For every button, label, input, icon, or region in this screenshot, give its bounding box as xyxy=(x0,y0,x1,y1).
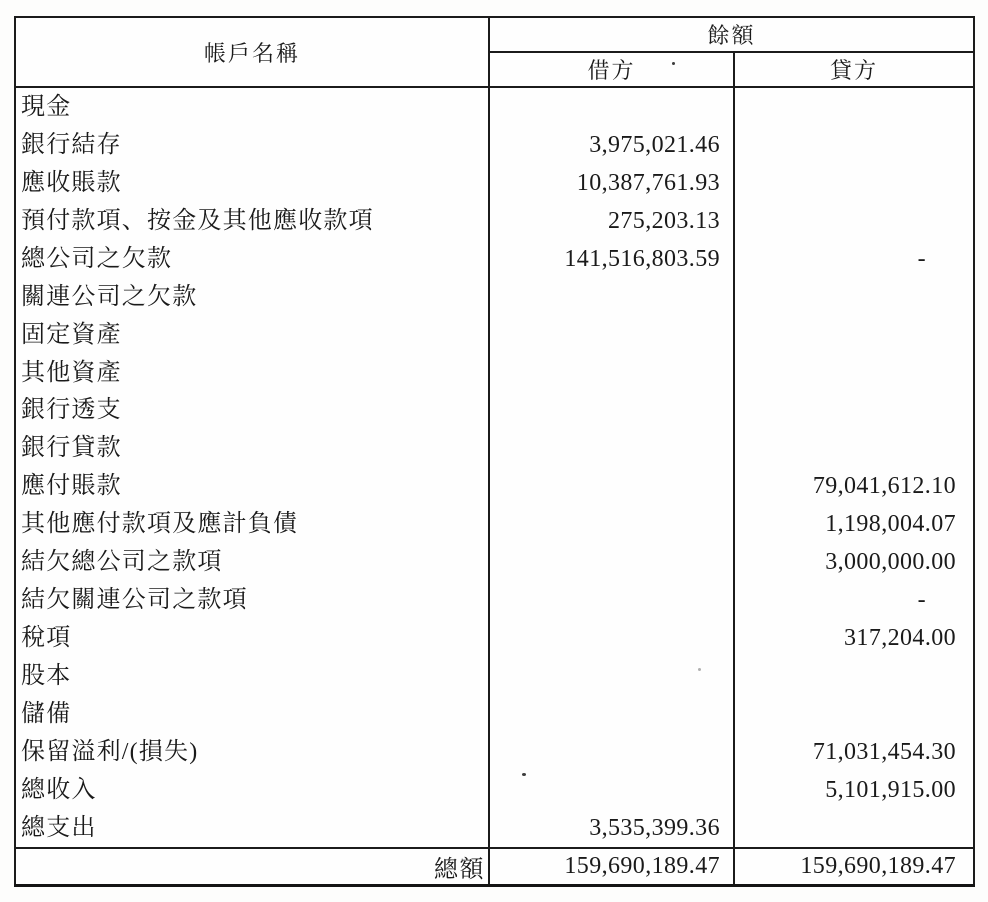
debit-cell: 275,203.13 xyxy=(489,202,734,240)
table-row xyxy=(15,429,974,467)
table-row xyxy=(15,202,974,240)
debit-cell xyxy=(489,581,734,619)
table-row xyxy=(15,278,974,316)
header-account-name: 帳戶名稱 xyxy=(15,17,489,87)
credit-cell xyxy=(734,657,974,695)
scan-speck xyxy=(698,668,701,671)
credit-cell xyxy=(734,202,974,240)
table-header xyxy=(15,17,974,87)
debit-cell xyxy=(489,771,734,809)
credit-cell: 5,101,915.00 xyxy=(734,771,974,809)
account-name-cell: 預付款項、按金及其他應收款項 xyxy=(15,202,489,240)
credit-cell: 71,031,454.30 xyxy=(734,733,974,771)
credit-cell xyxy=(734,429,974,467)
credit-cell xyxy=(734,809,974,848)
credit-cell xyxy=(734,316,974,354)
table-row xyxy=(15,240,974,278)
credit-cell: 3,000,000.00 xyxy=(734,543,974,581)
table-row xyxy=(15,733,974,771)
table-row xyxy=(15,657,974,695)
account-name-cell: 應收賬款 xyxy=(15,164,489,202)
account-name-cell: 應付賬款 xyxy=(15,467,489,505)
debit-cell xyxy=(489,354,734,392)
credit-cell xyxy=(734,392,974,430)
debit-cell xyxy=(489,467,734,505)
table-body xyxy=(15,87,974,848)
account-name-cell: 銀行透支 xyxy=(15,392,489,430)
header-balance: 餘額 xyxy=(489,17,974,52)
debit-cell xyxy=(489,657,734,695)
account-name-cell: 總收入 xyxy=(15,771,489,809)
credit-cell: 1,198,004.07 xyxy=(734,505,974,543)
header-row-top xyxy=(15,17,974,52)
debit-cell xyxy=(489,733,734,771)
account-name-cell: 結欠總公司之款項 xyxy=(15,543,489,581)
table-row xyxy=(15,392,974,430)
debit-cell xyxy=(489,619,734,657)
credit-cell xyxy=(734,87,974,126)
total-label: 總額 xyxy=(15,848,489,886)
table-row xyxy=(15,354,974,392)
debit-cell xyxy=(489,429,734,467)
scan-speck xyxy=(522,773,526,776)
account-name-cell: 儲備 xyxy=(15,695,489,733)
total-row xyxy=(15,848,974,886)
account-name-cell: 固定資產 xyxy=(15,316,489,354)
credit-cell xyxy=(734,278,974,316)
account-name-cell: 其他資產 xyxy=(15,354,489,392)
debit-cell xyxy=(489,87,734,126)
debit-cell xyxy=(489,392,734,430)
credit-cell: 79,041,612.10 xyxy=(734,467,974,505)
credit-cell xyxy=(734,695,974,733)
table-row xyxy=(15,619,974,657)
account-name-cell: 保留溢利/(損失) xyxy=(15,733,489,771)
account-name-cell: 稅項 xyxy=(15,619,489,657)
credit-cell xyxy=(734,126,974,164)
scan-speck xyxy=(672,62,675,65)
account-name-cell: 銀行結存 xyxy=(15,126,489,164)
total-debit-value: 159,690,189.47 xyxy=(489,848,734,886)
table-row xyxy=(15,771,974,809)
credit-cell xyxy=(734,164,974,202)
table-row xyxy=(15,316,974,354)
debit-cell xyxy=(489,543,734,581)
debit-cell: 141,516,803.59 xyxy=(489,240,734,278)
debit-cell: 3,535,399.36 xyxy=(489,809,734,848)
account-name-cell: 關連公司之欠款 xyxy=(15,278,489,316)
debit-cell xyxy=(489,695,734,733)
debit-cell xyxy=(489,278,734,316)
account-name-cell: 總支出 xyxy=(15,809,489,848)
credit-cell: 317,204.00 xyxy=(734,619,974,657)
table-row xyxy=(15,543,974,581)
table-row xyxy=(15,581,974,619)
account-name-cell: 現金 xyxy=(15,87,489,126)
debit-cell: 3,975,021.46 xyxy=(489,126,734,164)
table-row xyxy=(15,87,974,126)
credit-cell xyxy=(734,354,974,392)
table-row xyxy=(15,505,974,543)
table-row xyxy=(15,467,974,505)
debit-cell: 10,387,761.93 xyxy=(489,164,734,202)
trial-balance-table xyxy=(14,16,975,887)
debit-cell xyxy=(489,505,734,543)
account-name-cell: 總公司之欠款 xyxy=(15,240,489,278)
account-name-cell: 結欠關連公司之款項 xyxy=(15,581,489,619)
table-row xyxy=(15,809,974,848)
table-row xyxy=(15,164,974,202)
account-name-cell: 其他應付款項及應計負債 xyxy=(15,505,489,543)
trial-balance-sheet xyxy=(14,16,975,887)
credit-cell: - xyxy=(734,240,974,278)
account-name-cell: 銀行貸款 xyxy=(15,429,489,467)
total-credit-value: 159,690,189.47 xyxy=(734,848,974,886)
debit-cell xyxy=(489,316,734,354)
table-footer xyxy=(15,848,974,886)
header-credit: 貸方 xyxy=(734,52,974,87)
table-row xyxy=(15,695,974,733)
account-name-cell: 股本 xyxy=(15,657,489,695)
table-row xyxy=(15,126,974,164)
credit-cell: - xyxy=(734,581,974,619)
header-debit: 借方 xyxy=(489,52,734,87)
